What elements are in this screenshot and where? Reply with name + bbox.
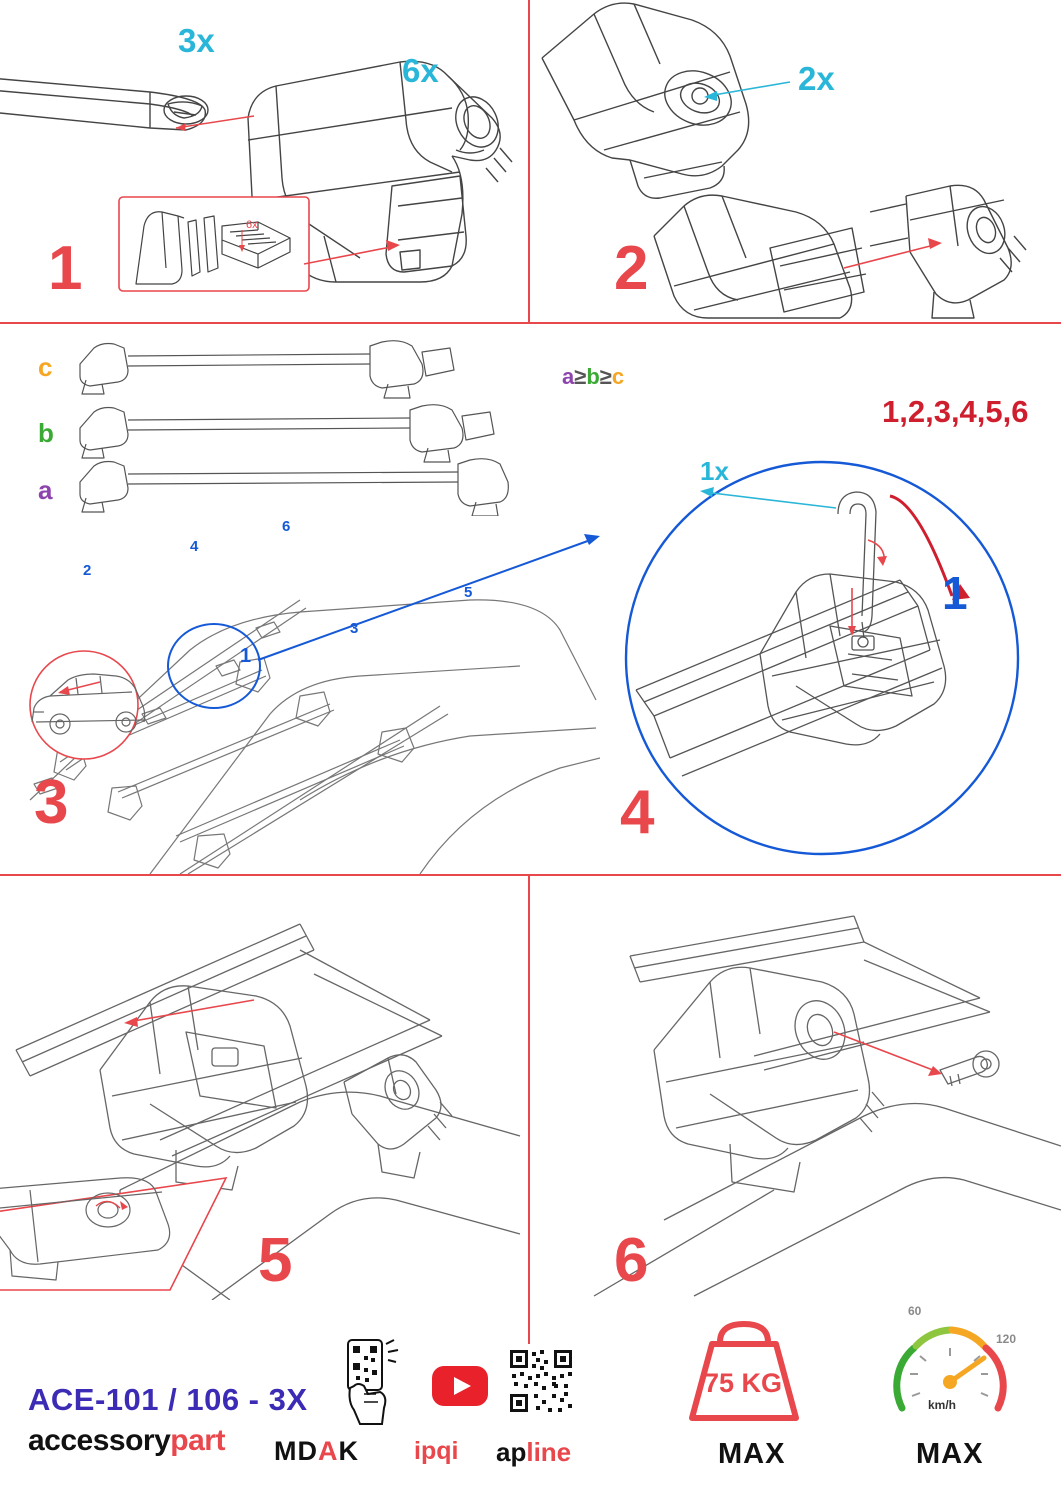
brand-line-text: line bbox=[526, 1437, 572, 1467]
position-3-label: 3 bbox=[350, 620, 359, 637]
position-2-label: 2 bbox=[83, 562, 92, 579]
brand-ipqi: ipqi bbox=[414, 1437, 459, 1465]
bar-label-c: c bbox=[38, 352, 53, 382]
step-number-5: 5 bbox=[258, 1226, 292, 1295]
bar-label-a: a bbox=[38, 475, 53, 505]
install-sequence: 1,2,3,4,5,6 bbox=[882, 394, 1029, 429]
brand-accessorypart bbox=[28, 1424, 308, 1458]
step-number-3: 3 bbox=[34, 768, 68, 837]
panel-divider-bottom bbox=[528, 874, 530, 1344]
step-1-inset bbox=[118, 196, 310, 292]
step-number-4: 4 bbox=[620, 778, 654, 847]
footer-branding bbox=[28, 1382, 308, 1458]
weight-max-label: MAX bbox=[718, 1438, 786, 1470]
speed-unit-label: km/h bbox=[928, 1398, 957, 1412]
step-1-inset-arrow bbox=[300, 228, 410, 274]
brand-ap-text: ap bbox=[496, 1437, 527, 1467]
step-number-6: 6 bbox=[614, 1226, 648, 1295]
step-4-illustration bbox=[600, 458, 1061, 858]
quantity-1x: 1x bbox=[700, 456, 729, 486]
position-5-label: 5 bbox=[464, 584, 473, 601]
qr-scan-hand-icon bbox=[338, 1338, 404, 1426]
ineq-b: b bbox=[586, 364, 600, 389]
bar-label-b: b bbox=[38, 418, 54, 448]
svg-text:6x: 6x bbox=[246, 219, 258, 231]
step-number-2: 2 bbox=[614, 234, 648, 303]
quantity-3x: 3x bbox=[178, 22, 215, 59]
youtube-icon[interactable] bbox=[431, 1365, 489, 1407]
brand-a-text: A bbox=[318, 1436, 339, 1466]
bar-length-inequality: a≥b≥c bbox=[562, 364, 625, 389]
ineq-c: c bbox=[611, 364, 625, 389]
brand-apline bbox=[496, 1437, 571, 1468]
step-4-callout-1: 1 bbox=[942, 567, 968, 619]
position-6-label: 6 bbox=[282, 518, 291, 535]
position-4-label: 4 bbox=[190, 538, 199, 555]
brand-md-text: MD bbox=[274, 1436, 318, 1466]
ineq-a: a bbox=[562, 364, 575, 389]
quantity-2x: 2x bbox=[798, 60, 835, 97]
step-3-car-inset bbox=[4, 650, 164, 760]
brand-accessory-text: accessory bbox=[28, 1424, 171, 1457]
section-divider-1 bbox=[0, 322, 1061, 324]
brand-k-text: K bbox=[338, 1436, 359, 1466]
bar-variants-illustration bbox=[70, 336, 510, 516]
weight-value: 75 KG bbox=[704, 1368, 783, 1398]
section-divider-2 bbox=[0, 874, 1061, 876]
quantity-6x: 6x bbox=[402, 52, 439, 89]
qr-code-icon[interactable] bbox=[508, 1348, 574, 1414]
speed-max-label: MAX bbox=[916, 1438, 984, 1470]
brand-mdak bbox=[274, 1436, 359, 1467]
position-1-label: 1 bbox=[240, 645, 252, 667]
gauge-max-label: 120 bbox=[996, 1332, 1017, 1346]
panel-divider-top bbox=[528, 0, 530, 322]
model-code: ACE-101 / 106 - 3X bbox=[28, 1382, 308, 1417]
gauge-min-label: 60 bbox=[908, 1304, 922, 1318]
step-number-1: 1 bbox=[48, 234, 82, 303]
brand-part-text: part bbox=[170, 1424, 225, 1457]
